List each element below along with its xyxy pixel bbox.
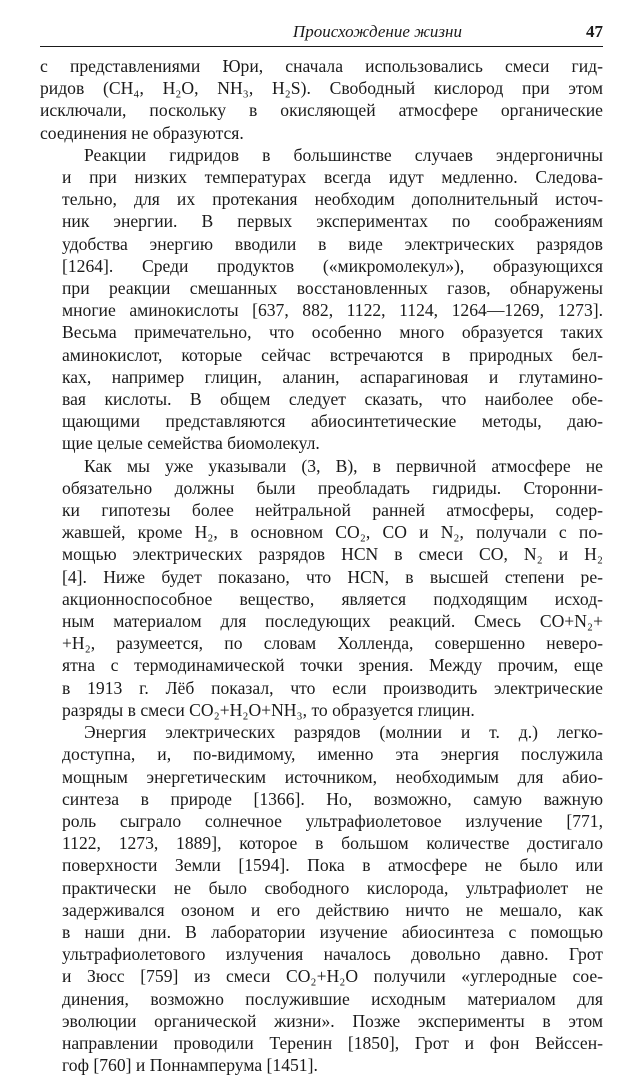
- text-line: и при низких температурах всегда идут медленно. Следова-: [62, 167, 603, 188]
- paragraph-1: [40, 55, 603, 144]
- text-line: тельно, для их протекания необходим дополнительный источ-: [62, 189, 603, 210]
- text-line: ным материалом для последующих реакций. Смесь CO+N₂+: [62, 611, 603, 632]
- paragraph-3: [40, 455, 603, 721]
- text-line: роль сыграло солнечное ультрафиолетовое излучение [771,: [62, 810, 603, 831]
- text-line: акционноспособное вещество, является подходящим исход-: [62, 588, 603, 609]
- text-line: с представлениями Юри, сначала использовались смеси гид-: [40, 56, 603, 76]
- text-line: синтеза в природе [1366]. Но, возможно, самую важную: [62, 788, 603, 809]
- text-line: мощью электрических разрядов HCN в смеси CO, N₂ и H₂: [62, 544, 603, 565]
- text-line: щающими представляются абиосинтетические методы, даю-: [62, 411, 603, 432]
- text-line: поверхности Земли [1594]. Пока в атмосфере не было или: [62, 855, 603, 876]
- running-header: [40, 22, 603, 47]
- text-line: в 1913 г. Лёб показал, что если производить электрические: [62, 677, 603, 698]
- text-line: ридов (CH₄, H₂O, NH₃, H₂S). Свободный кислород при этом: [40, 78, 603, 99]
- text-line: задерживался озоном и его действию ничто не мешало, как: [62, 899, 603, 920]
- text-line: динения, возможно послужившие исходным материалом для: [62, 988, 603, 1009]
- text-line: ятна с термодинамической точки зрения. Между прочим, еще: [62, 655, 603, 676]
- text-line: аминокислот, которые сейчас встречаются в природных бел-: [62, 344, 603, 365]
- text-line: +H₂, разумеется, по словам Холленда, совершенно неверо-: [62, 633, 603, 654]
- paragraph-2: [40, 144, 603, 455]
- text-line: Весьма примечательно, что особенно много образуется таких: [62, 322, 603, 343]
- text-line: удобства энергию вводили в виде электрических разрядов: [62, 233, 603, 254]
- text-line: и Зюсс [759] из смеси CO₂+H₂O получили «углеродные сое-: [62, 966, 603, 987]
- text-line: ки гипотезы более нейтральной ранней атмосферы, содер-: [62, 500, 603, 521]
- chapter-title: Происхождение жизни: [292, 22, 462, 41]
- text-line: Реакции гидридов в большинстве случаев эндергоничны: [84, 144, 603, 165]
- text-line: мощным энергетическим источником, необходимым для абио-: [62, 766, 603, 787]
- text-line: [4]. Ниже будет показано, что HCN, в высшей степени ре-: [62, 566, 603, 587]
- body-text: [40, 55, 603, 1076]
- text-line: ультрафиолетового излучения началось довольно давно. Грот: [62, 944, 603, 965]
- text-line: ник энергии. В первых экспериментах по соображениям: [62, 211, 603, 232]
- text-line: направлении проводили Теренин [1850], Грот и фон Вейссен-: [62, 1032, 603, 1053]
- text-line: исключали, поскольку в окисляющей атмосфере органические: [40, 100, 603, 121]
- text-line: соединения не образуются.: [40, 122, 244, 143]
- text-line: в наши дни. В лаборатории изучение абиосинтеза с помощью: [62, 921, 603, 942]
- paragraph-4: [40, 721, 603, 1076]
- text-line: ках, например глицин, аланин, аспарагиновая и глутамино-: [62, 366, 603, 387]
- text-line: жавшей, кроме H₂, в основном CO₂, CO и N₂, получали с по-: [62, 522, 603, 543]
- book-page: [40, 22, 603, 1076]
- text-line: Энергия электрических разрядов (молнии и т. д.) легко-: [84, 722, 603, 743]
- text-line: практически не было свободного кислорода, ультрафиолет не: [62, 877, 603, 898]
- text-line: Как мы уже указывали (3, B), в первичной атмосфере не: [84, 455, 603, 476]
- text-line: при реакции смешанных восстановленных газов, обнаружены: [62, 278, 603, 299]
- text-line: обязательно должны были преобладать гидриды. Сторонни-: [62, 477, 603, 498]
- text-line: разряды в смеси CO₂+H₂O+NH₃, то образуется глицин.: [62, 699, 475, 720]
- text-line: щие целые семейства биомолекул.: [62, 433, 320, 454]
- page-number: 47: [586, 22, 603, 41]
- text-line: доступна, и, по-видимому, именно эта энергия послужила: [62, 744, 603, 765]
- text-line: [1264]. Среди продуктов («микромолекул»), образующихся: [62, 255, 603, 276]
- text-line: 1122, 1273, 1889], которое в большом количестве достигало: [62, 833, 603, 854]
- text-line: вая кислоты. В общем следует сказать, что наиболее обе-: [62, 389, 603, 410]
- text-line: гоф [760] и Поннамперума [1451].: [62, 1055, 318, 1076]
- text-line: многие аминокислоты [637, 882, 1122, 1124, 1264—1269, 1273].: [62, 300, 603, 321]
- text-line: эволюции органической жизни». Позже эксперименты в этом: [62, 1010, 603, 1031]
